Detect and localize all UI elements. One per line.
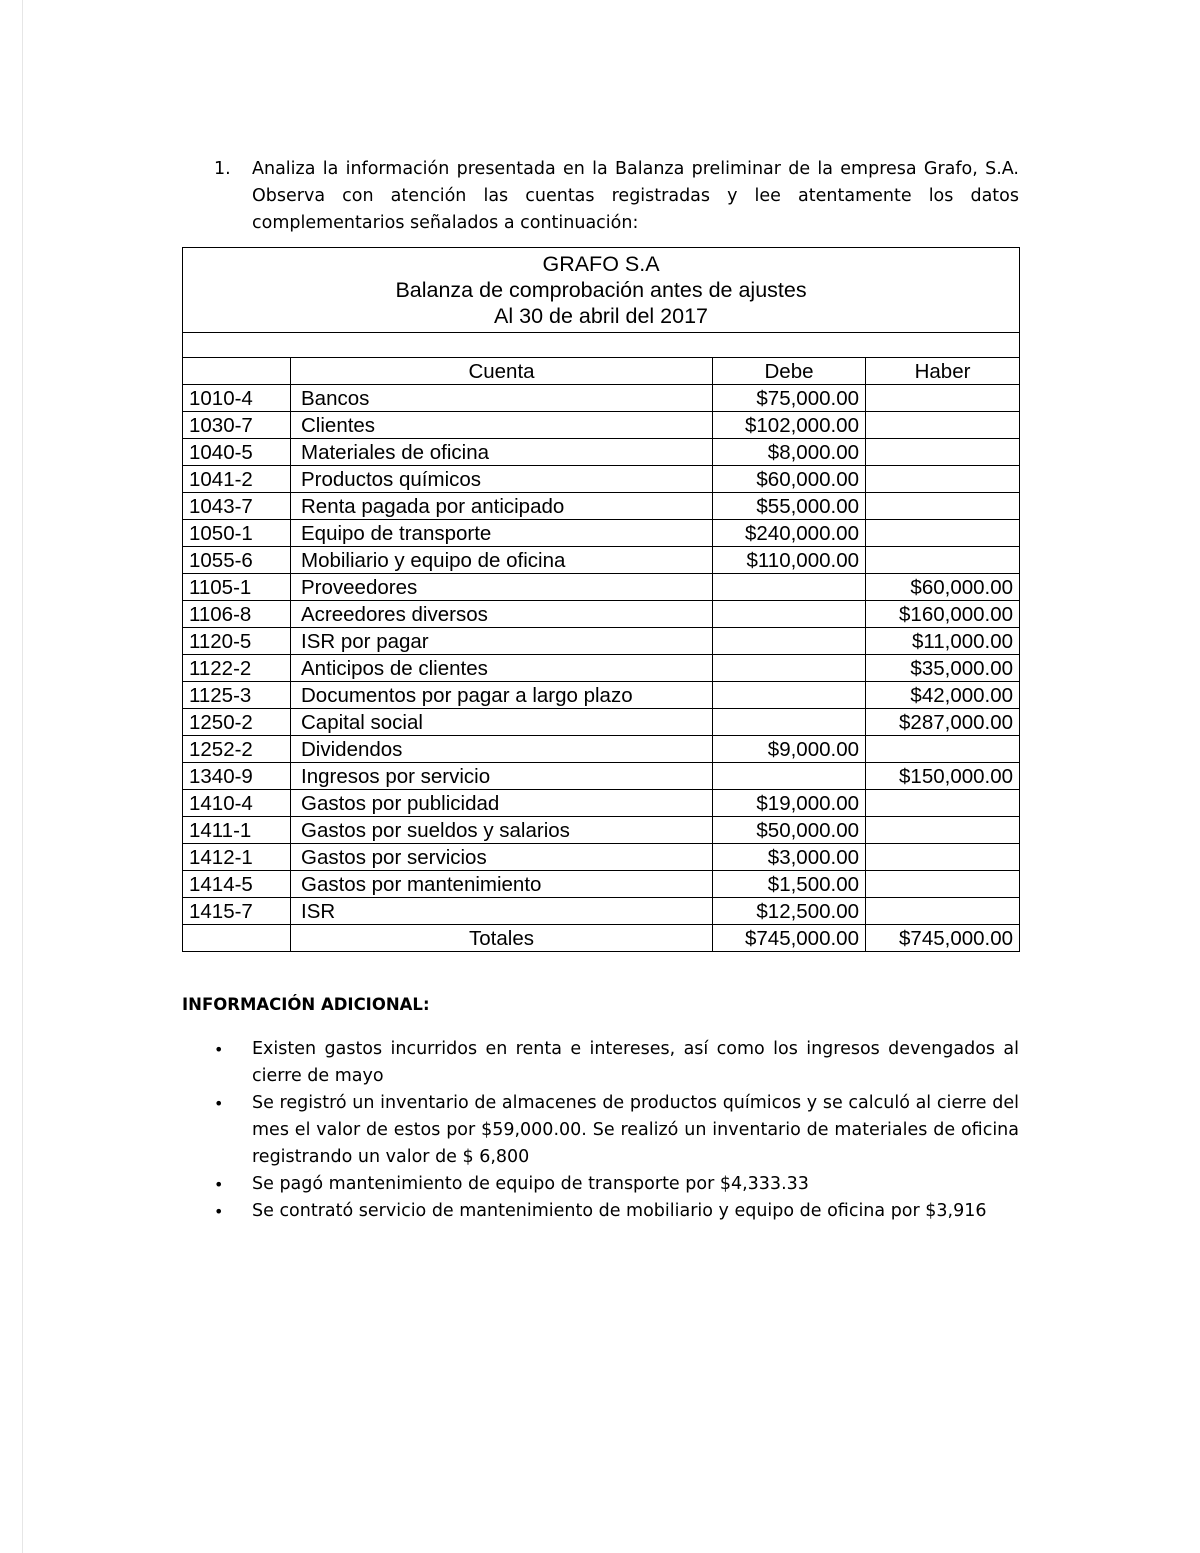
table-date: Al 30 de abril del 2017 (494, 304, 708, 328)
debe-value: $50,000.00 (713, 817, 866, 844)
table-row (183, 628, 1020, 655)
account-code: 1122-2 (183, 655, 291, 682)
account-code: 1410-4 (183, 790, 291, 817)
account-name: Bancos (291, 385, 713, 412)
account-code: 1030-7 (183, 412, 291, 439)
bullet-icon: • (214, 1040, 224, 1059)
intro-paragraph (214, 156, 1019, 237)
debe-value: $19,000.00 (713, 790, 866, 817)
info-title: INFORMACIÓN ADICIONAL: (182, 995, 430, 1014)
account-code: 1040-5 (183, 439, 291, 466)
table-row (183, 601, 1020, 628)
debe-value: $60,000.00 (713, 466, 866, 493)
table-row (183, 655, 1020, 682)
table-row (183, 709, 1020, 736)
table-row (183, 817, 1020, 844)
account-code: 1010-4 (183, 385, 291, 412)
list-item (214, 1090, 1019, 1171)
debe-value: $3,000.00 (713, 844, 866, 871)
haber-value (866, 439, 1020, 466)
info-item-text: Se contrató servicio de mantenimiento de mobiliario y equipo de oficina por $3,916 (252, 1201, 987, 1221)
account-name: Anticipos de clientes (291, 655, 713, 682)
debe-value (713, 601, 866, 628)
totals-haber: $745,000.00 (866, 925, 1020, 952)
totals-empty-cell (183, 925, 291, 952)
account-code: 1050-1 (183, 520, 291, 547)
account-name: Mobiliario y equipo de oficina (291, 547, 713, 574)
debe-value: $8,000.00 (713, 439, 866, 466)
account-name: Materiales de oficina (291, 439, 713, 466)
company-name: GRAFO S.A (542, 252, 660, 276)
debe-value: $55,000.00 (713, 493, 866, 520)
bullet-icon: • (214, 1202, 224, 1221)
account-code: 1125-3 (183, 682, 291, 709)
table-row (183, 520, 1020, 547)
debe-value (713, 763, 866, 790)
debe-value: $1,500.00 (713, 871, 866, 898)
totals-row (183, 925, 1020, 952)
account-name: Clientes (291, 412, 713, 439)
debe-value: $102,000.00 (713, 412, 866, 439)
account-code: 1055-6 (183, 547, 291, 574)
account-name: Ingresos por servicio (291, 763, 713, 790)
haber-value (866, 466, 1020, 493)
account-code: 1414-5 (183, 871, 291, 898)
account-name: Dividendos (291, 736, 713, 763)
account-name: Proveedores (291, 574, 713, 601)
haber-value: $42,000.00 (866, 682, 1020, 709)
haber-value (866, 817, 1020, 844)
debe-value: $12,500.00 (713, 898, 866, 925)
account-name: Gastos por sueldos y salarios (291, 817, 713, 844)
info-list (214, 1036, 1019, 1225)
account-name: ISR (291, 898, 713, 925)
account-code: 1411-1 (183, 817, 291, 844)
account-code: 1041-2 (183, 466, 291, 493)
haber-value: $11,000.00 (866, 628, 1020, 655)
table-row (183, 736, 1020, 763)
debe-value (713, 682, 866, 709)
account-name: Renta pagada por anticipado (291, 493, 713, 520)
debe-value: $240,000.00 (713, 520, 866, 547)
haber-value (866, 412, 1020, 439)
debe-header: Debe (713, 358, 866, 385)
debe-value (713, 655, 866, 682)
list-item (214, 1036, 1019, 1090)
table-row (183, 763, 1020, 790)
haber-value: $35,000.00 (866, 655, 1020, 682)
table-row (183, 844, 1020, 871)
table-row (183, 439, 1020, 466)
intro-text: Analiza la información presentada en la Balanza preliminar de la empresa Grafo, S.A. Observa con atención las cuentas registradas y lee atentamente los datos complementarios señalados a continuación: (252, 159, 1019, 233)
debe-value (713, 574, 866, 601)
list-item (214, 1171, 1019, 1198)
table-row (183, 898, 1020, 925)
list-item (214, 1198, 1019, 1225)
haber-value (866, 898, 1020, 925)
table-header-row (183, 248, 1020, 333)
debe-value: $110,000.00 (713, 547, 866, 574)
account-name: Gastos por mantenimiento (291, 871, 713, 898)
account-name: Productos químicos (291, 466, 713, 493)
table-row (183, 547, 1020, 574)
haber-value: $160,000.00 (866, 601, 1020, 628)
account-name: Capital social (291, 709, 713, 736)
account-name: Gastos por servicios (291, 844, 713, 871)
account-name: Documentos por pagar a largo plazo (291, 682, 713, 709)
haber-value (866, 493, 1020, 520)
account-code: 1043-7 (183, 493, 291, 520)
table-row (183, 574, 1020, 601)
account-code: 1252-2 (183, 736, 291, 763)
table-row (183, 493, 1020, 520)
table-row (183, 790, 1020, 817)
table-row (183, 871, 1020, 898)
spacer-row (183, 333, 1020, 358)
account-name: Gastos por publicidad (291, 790, 713, 817)
table-heading (183, 248, 1020, 333)
table-row (183, 682, 1020, 709)
account-name: Equipo de transporte (291, 520, 713, 547)
cuenta-header: Cuenta (291, 358, 713, 385)
table-row (183, 385, 1020, 412)
account-code: 1415-7 (183, 898, 291, 925)
debe-value: $75,000.00 (713, 385, 866, 412)
table-row (183, 412, 1020, 439)
spacer-cell (183, 333, 1020, 358)
info-item-text: Se pagó mantenimiento de equipo de transporte por $4,333.33 (252, 1174, 809, 1194)
code-header (183, 358, 291, 385)
debe-value: $9,000.00 (713, 736, 866, 763)
haber-value (866, 790, 1020, 817)
haber-value: $287,000.00 (866, 709, 1020, 736)
intro-number: 1. (214, 159, 231, 179)
account-name: Acreedores diversos (291, 601, 713, 628)
debe-value (713, 628, 866, 655)
page-edge-line (22, 0, 23, 1553)
debe-value (713, 709, 866, 736)
trial-balance-table (182, 247, 1020, 952)
account-name: ISR por pagar (291, 628, 713, 655)
haber-value (866, 385, 1020, 412)
account-code: 1106-8 (183, 601, 291, 628)
table-row (183, 466, 1020, 493)
haber-value: $150,000.00 (866, 763, 1020, 790)
haber-header: Haber (866, 358, 1020, 385)
account-code: 1250-2 (183, 709, 291, 736)
haber-value (866, 871, 1020, 898)
info-item-text: Existen gastos incurridos en renta e intereses, así como los ingresos devengados al cierre de mayo (252, 1039, 1019, 1086)
haber-value (866, 844, 1020, 871)
bullet-icon: • (214, 1094, 224, 1113)
info-item-text: Se registró un inventario de almacenes de productos químicos y se calculó al cierre del mes el valor de estos por $59,000.00. Se realizó un inventario de materiales de oficina registrando un valor de $ 6,800 (252, 1093, 1019, 1167)
account-code: 1120-5 (183, 628, 291, 655)
bullet-icon: • (214, 1175, 224, 1194)
account-code: 1105-1 (183, 574, 291, 601)
column-header-row (183, 358, 1020, 385)
account-code: 1340-9 (183, 763, 291, 790)
table-subtitle: Balanza de comprobación antes de ajustes (395, 278, 807, 302)
haber-value: $60,000.00 (866, 574, 1020, 601)
totals-debe: $745,000.00 (713, 925, 866, 952)
totals-label: Totales (291, 925, 713, 952)
haber-value (866, 547, 1020, 574)
haber-value (866, 736, 1020, 763)
account-code: 1412-1 (183, 844, 291, 871)
haber-value (866, 520, 1020, 547)
